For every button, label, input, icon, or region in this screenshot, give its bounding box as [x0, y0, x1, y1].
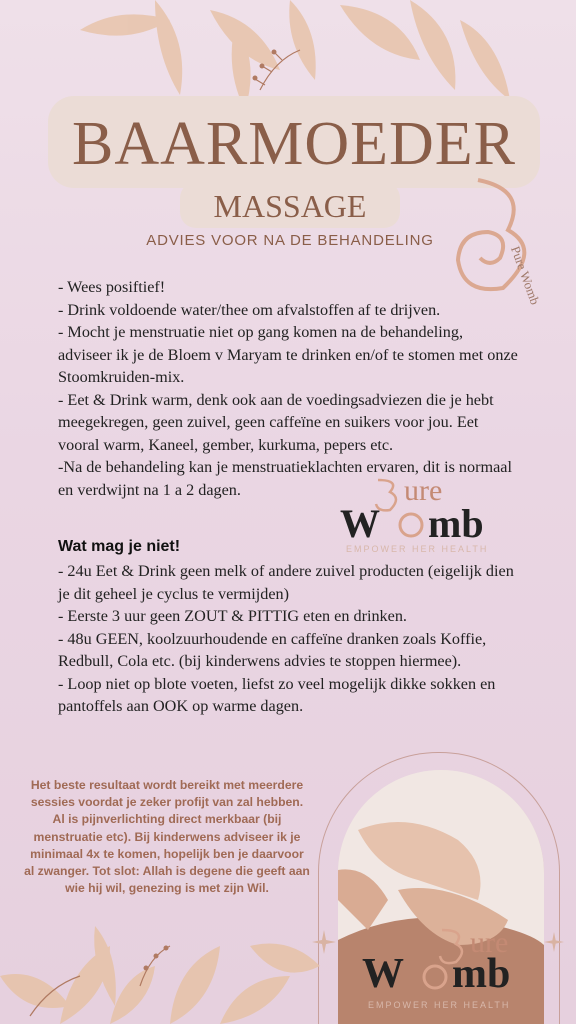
advice-item: - Mocht je menstruatie niet op gang komen na de behandeling, adviseer ik je de Bloem v Maryam te drinken en/of te stomen met onze Stoomkruiden-mix. [58, 323, 518, 386]
logo-o-swirl-icon [396, 510, 426, 540]
logo-tagline: EMPOWER HER HEALTH [368, 1000, 511, 1010]
logo-word-w: W [340, 501, 380, 546]
advice-list [58, 276, 518, 501]
advice-item: -Na de behandeling kan je menstruatieklachten ervaren, dit is normaal en verdwijnt na 1 a 2 dagen. [58, 458, 512, 499]
advice-item: - Wees posiftief! [58, 278, 166, 296]
logo-word-top: ure [404, 474, 443, 507]
logo-o-swirl-icon [420, 962, 450, 992]
page-subtitle: MASSAGE [213, 188, 367, 224]
sparkle-icon [312, 930, 336, 954]
donts-item: - 48u GEEN, koolzuurhoudende en caffeïne dranken zoals Koffie, Redbull, Cola etc. (bij kinderwens advies te stoppen hiermee). [58, 629, 487, 670]
page-title: BAARMOEDER [71, 110, 517, 178]
logo-word-mb: mb [452, 951, 511, 997]
advice-item: - Drink voldoende water/thee om afvalstoffen af te drijven. [58, 300, 441, 319]
logo-tagline: EMPOWER HER HEALTH [346, 544, 489, 554]
leaf-decoration-bottom-icon [0, 906, 320, 1024]
donts-item: - 24u Eet & Drink geen melk of andere zuivel producten (eigelijk dien je dit geheel je cyclus te vermijden) [58, 562, 514, 603]
logo-word-mb: mb [428, 501, 484, 546]
donts-list [58, 560, 518, 718]
donts-item: - Loop niet op blote voeten, liefst zo veel mogelijk dikke sokken en pantoffels aan OOK op warme dagen. [58, 674, 496, 715]
donts-heading: Wat mag je niet! [58, 538, 181, 555]
logo-word-top: ure [470, 926, 509, 959]
donts-item: - Eerste 3 uur geen ZOUT & PITTIG eten en drinken. [58, 607, 407, 625]
page-tagline: ADVIES VOOR NA DE BEHANDELING [146, 232, 434, 249]
advice-item: - Eet & Drink warm, denk ook aan de voedingsadviezen die je hebt meegekregen, geen zuivel, geen caffeïne en suikers voor jou. Eet vooral warm, Kaneel, gember, kurkuma, pepers etc. [58, 390, 494, 454]
closing-note: Het beste resultaat wordt bereikt met meerdere sessies voordat je zeker profijt van zal hebben. Al is pijnverlichting direct merkbaar (bij menstruatie etc). Bij kinderwens adviseer ik je minimaal 4x te komen, hopelijk ben je daarvoor al zwanger. Tot slot: Allah is degene die geeft aan wie hij wil, genezing is met zijn Wil. [24, 778, 310, 896]
logo-word-w: W [362, 951, 404, 997]
side-logo-text: Pure Womb [507, 244, 543, 307]
sparkle-icon [544, 932, 564, 952]
